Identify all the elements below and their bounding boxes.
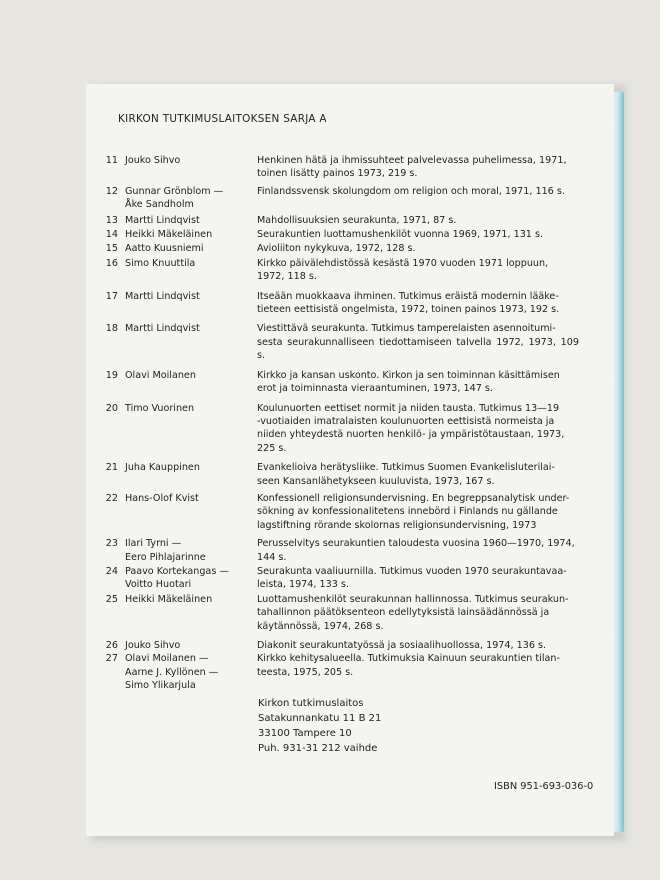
publication-entry	[86, 257, 614, 284]
entry-number: 12	[105, 185, 118, 197]
entry-title	[257, 565, 579, 592]
title-line: Kirkko päivälehdistössä kesästä 1970 vuoden 1971 loppuun,	[257, 257, 549, 269]
entry-number: 13	[105, 214, 118, 226]
title-line: Seurakuntien luottamushenkilöt vuonna 1969, 1971, 131 s.	[257, 229, 544, 241]
isbn: ISBN 951-693-036-0	[494, 781, 594, 792]
title-line: erot ja toiminnasta vieraantuminen, 1973, 147 s.	[257, 383, 493, 395]
title-line: Kirkko ja kansan uskonto. Kirkon ja sen toiminnan käsittämisen	[257, 369, 560, 381]
title-line: 1972, 118 s.	[257, 271, 317, 283]
entry-title	[257, 214, 579, 227]
title-line: teesta, 1975, 205 s.	[257, 666, 354, 678]
entry-author	[125, 257, 257, 284]
title-line: niiden yhteydestä nuorten henkilö- ja ympäristötaustaan, 1973,	[257, 429, 565, 441]
entry-title	[257, 185, 579, 212]
entry-title	[257, 228, 579, 241]
entry-title	[257, 652, 579, 692]
author-line: Martti Lindqvist	[125, 214, 200, 226]
author-line: Ilari Tyrni —	[125, 538, 182, 550]
entry-number: 23	[105, 538, 118, 550]
entry-title	[257, 461, 579, 488]
entry-author	[125, 402, 257, 456]
title-line: käytännössä, 1974, 268 s.	[257, 620, 384, 632]
title-line: Seurakunta vaaliuurnilla. Tutkimus vuoden 1970 seurakuntavaa-	[257, 565, 567, 577]
title-line: Perusselvitys seurakuntien taloudesta vuosina 1960—1970, 1974,	[257, 538, 575, 550]
publication-entry	[86, 369, 614, 396]
publication-entry	[86, 154, 614, 181]
entry-author	[125, 154, 257, 181]
entry-title	[257, 639, 579, 652]
publication-entry	[86, 402, 614, 456]
entry-author	[125, 242, 257, 255]
author-line: Juha Kauppinen	[125, 462, 200, 474]
title-line: Avioliiton nykykuva, 1972, 128 s.	[257, 243, 416, 255]
entry-title	[257, 154, 579, 181]
entry-number: 26	[105, 640, 118, 651]
author-line: Hans-Olof Kvist	[125, 492, 199, 504]
entry-number: 21	[105, 462, 118, 474]
title-line: Finlandssvensk skolungdom om religion och moral, 1971, 116 s.	[257, 185, 565, 197]
title-line: Mahdollisuuksien seurakunta, 1971, 87 s.	[257, 214, 457, 226]
entry-title	[257, 322, 579, 362]
author-line: Jouko Sihvo	[125, 640, 181, 651]
back-cover	[86, 84, 614, 836]
entry-author	[125, 228, 257, 241]
title-line: tieteen eettisistä ongelmista, 1972, toinen painos 1973, 192 s.	[257, 304, 560, 316]
author-line: Paavo Kortekangas —	[125, 565, 229, 577]
entry-number: 18	[105, 323, 118, 335]
entry-author	[125, 214, 257, 227]
entry-title	[257, 593, 579, 633]
entry-author	[125, 185, 257, 212]
author-line: Åke Sandholm	[125, 199, 194, 211]
entry-number: 15	[105, 243, 118, 255]
publication-entry	[86, 290, 614, 317]
entry-author	[125, 461, 257, 488]
publication-entry	[86, 322, 614, 362]
title-line: toinen lisätty painos 1973, 219 s.	[257, 168, 418, 180]
entry-title	[257, 242, 579, 255]
entry-title	[257, 369, 579, 396]
publication-list	[86, 154, 614, 693]
series-title: KIRKON TUTKIMUSLAITOKSEN SARJA A	[118, 113, 327, 125]
author-line: Olavi Moilanen —	[125, 653, 209, 665]
publication-entry	[86, 652, 614, 692]
title-line: seen Kansanlähetykseen kuuluvista, 1973, 167 s.	[257, 475, 495, 487]
author-line: Olavi Moilanen	[125, 369, 196, 381]
author-line: Martti Lindqvist	[125, 323, 200, 335]
publication-entry	[86, 461, 614, 488]
publication-entry	[86, 639, 614, 652]
entry-author	[125, 369, 257, 396]
entry-author	[125, 290, 257, 317]
title-line: Konfessionell religionsundervisning. En begreppsanalytisk under-	[257, 492, 570, 504]
entry-number: 25	[105, 593, 118, 605]
title-line: tahallinnon päätöksenteon edellytyksistä lainsäädännössä ja	[257, 607, 550, 619]
title-line: 144 s.	[257, 551, 287, 563]
author-line: Eero Pihlajarinne	[125, 551, 206, 563]
title-line: Viestittävä seurakunta. Tutkimus tamperelaisten asennoitumi-	[257, 323, 556, 335]
entry-number: 11	[105, 155, 118, 166]
entry-title	[257, 402, 579, 456]
author-line: Martti Lindqvist	[125, 290, 200, 302]
entry-number: 16	[105, 257, 118, 269]
title-line: Luottamushenkilöt seurakunnan hallinnossa. Tutkimus seurakun-	[257, 593, 569, 605]
publication-entry	[86, 565, 614, 592]
title-line: Diakonit seurakuntatyössä ja sosiaalihuollossa, 1974, 136 s.	[257, 640, 547, 651]
entry-title	[257, 537, 579, 564]
title-line: Itseään muokkaava ihminen. Tutkimus eräistä modernin lääke-	[257, 290, 559, 302]
publication-entry	[86, 228, 614, 241]
title-line: 225 s.	[257, 442, 287, 454]
author-line: Simo Knuuttila	[125, 257, 196, 269]
publication-entry	[86, 492, 614, 532]
entry-author	[125, 652, 257, 692]
author-line: Voitto Huotari	[125, 579, 192, 591]
entry-title	[257, 492, 579, 532]
author-line: Aarne J. Kyllönen —	[125, 666, 219, 678]
entry-number: 14	[105, 229, 118, 241]
title-line: Kirkko kehitysalueella. Tutkimuksia Kainuun seurakuntien tilan-	[257, 653, 560, 665]
title-line: Henkinen hätä ja ihmissuhteet palvelevassa puhelimessa, 1971,	[257, 155, 567, 166]
address-line: Puh. 931-31 212 vaihde	[258, 743, 378, 754]
entry-number: 17	[105, 290, 118, 302]
title-line: sökning av konfessionalitetens innebörd i Finlands nu gällande	[257, 506, 558, 518]
title-line: Evankelioiva herätysliike. Tutkimus Suomen Evankelisluterilai-	[257, 462, 555, 474]
entry-number: 24	[105, 565, 118, 577]
publication-entry	[86, 537, 614, 564]
publication-entry	[86, 185, 614, 212]
author-line: Gunnar Grönblom —	[125, 185, 224, 197]
publication-entry	[86, 593, 614, 633]
address-line: Kirkon tutkimuslaitos	[258, 698, 364, 709]
author-line: Jouko Sihvo	[125, 155, 181, 166]
title-line: lagstiftning rörande skolornas religionsundervisning, 1973	[257, 519, 537, 531]
entry-number: 19	[105, 369, 118, 381]
publication-entry	[86, 242, 614, 255]
author-line: Heikki Mäkeläinen	[125, 229, 213, 241]
address-line: 33100 Tampere 10	[258, 728, 352, 739]
address-line: Satakunnankatu 11 B 21	[258, 713, 382, 724]
entry-author	[125, 537, 257, 564]
entry-number: 27	[105, 653, 118, 665]
publication-entry	[86, 214, 614, 227]
title-line: Koulunuorten eettiset normit ja niiden tausta. Tutkimus 13—19	[257, 402, 560, 414]
entry-number: 22	[105, 492, 118, 504]
title-line: -vuotiaiden imatralaisten koulunuorten eettisistä normeista ja	[257, 415, 555, 427]
title-line: sesta seurakunnalliseen tiedottamiseen talvella 1972, 1973, 109 s.	[257, 336, 579, 362]
author-line: Heikki Mäkeläinen	[125, 593, 213, 605]
entry-author	[125, 639, 257, 652]
entry-author	[125, 593, 257, 633]
entry-author	[125, 492, 257, 532]
entry-title	[257, 257, 579, 284]
author-line: Timo Vuorinen	[125, 402, 195, 414]
publisher-address	[258, 696, 381, 756]
entry-author	[125, 322, 257, 362]
entry-title	[257, 290, 579, 317]
entry-author	[125, 565, 257, 592]
title-line: leista, 1974, 133 s.	[257, 579, 349, 591]
entry-number: 20	[105, 402, 118, 414]
author-line: Aatto Kuusniemi	[125, 243, 204, 255]
author-line: Simo Ylikarjula	[125, 680, 196, 692]
